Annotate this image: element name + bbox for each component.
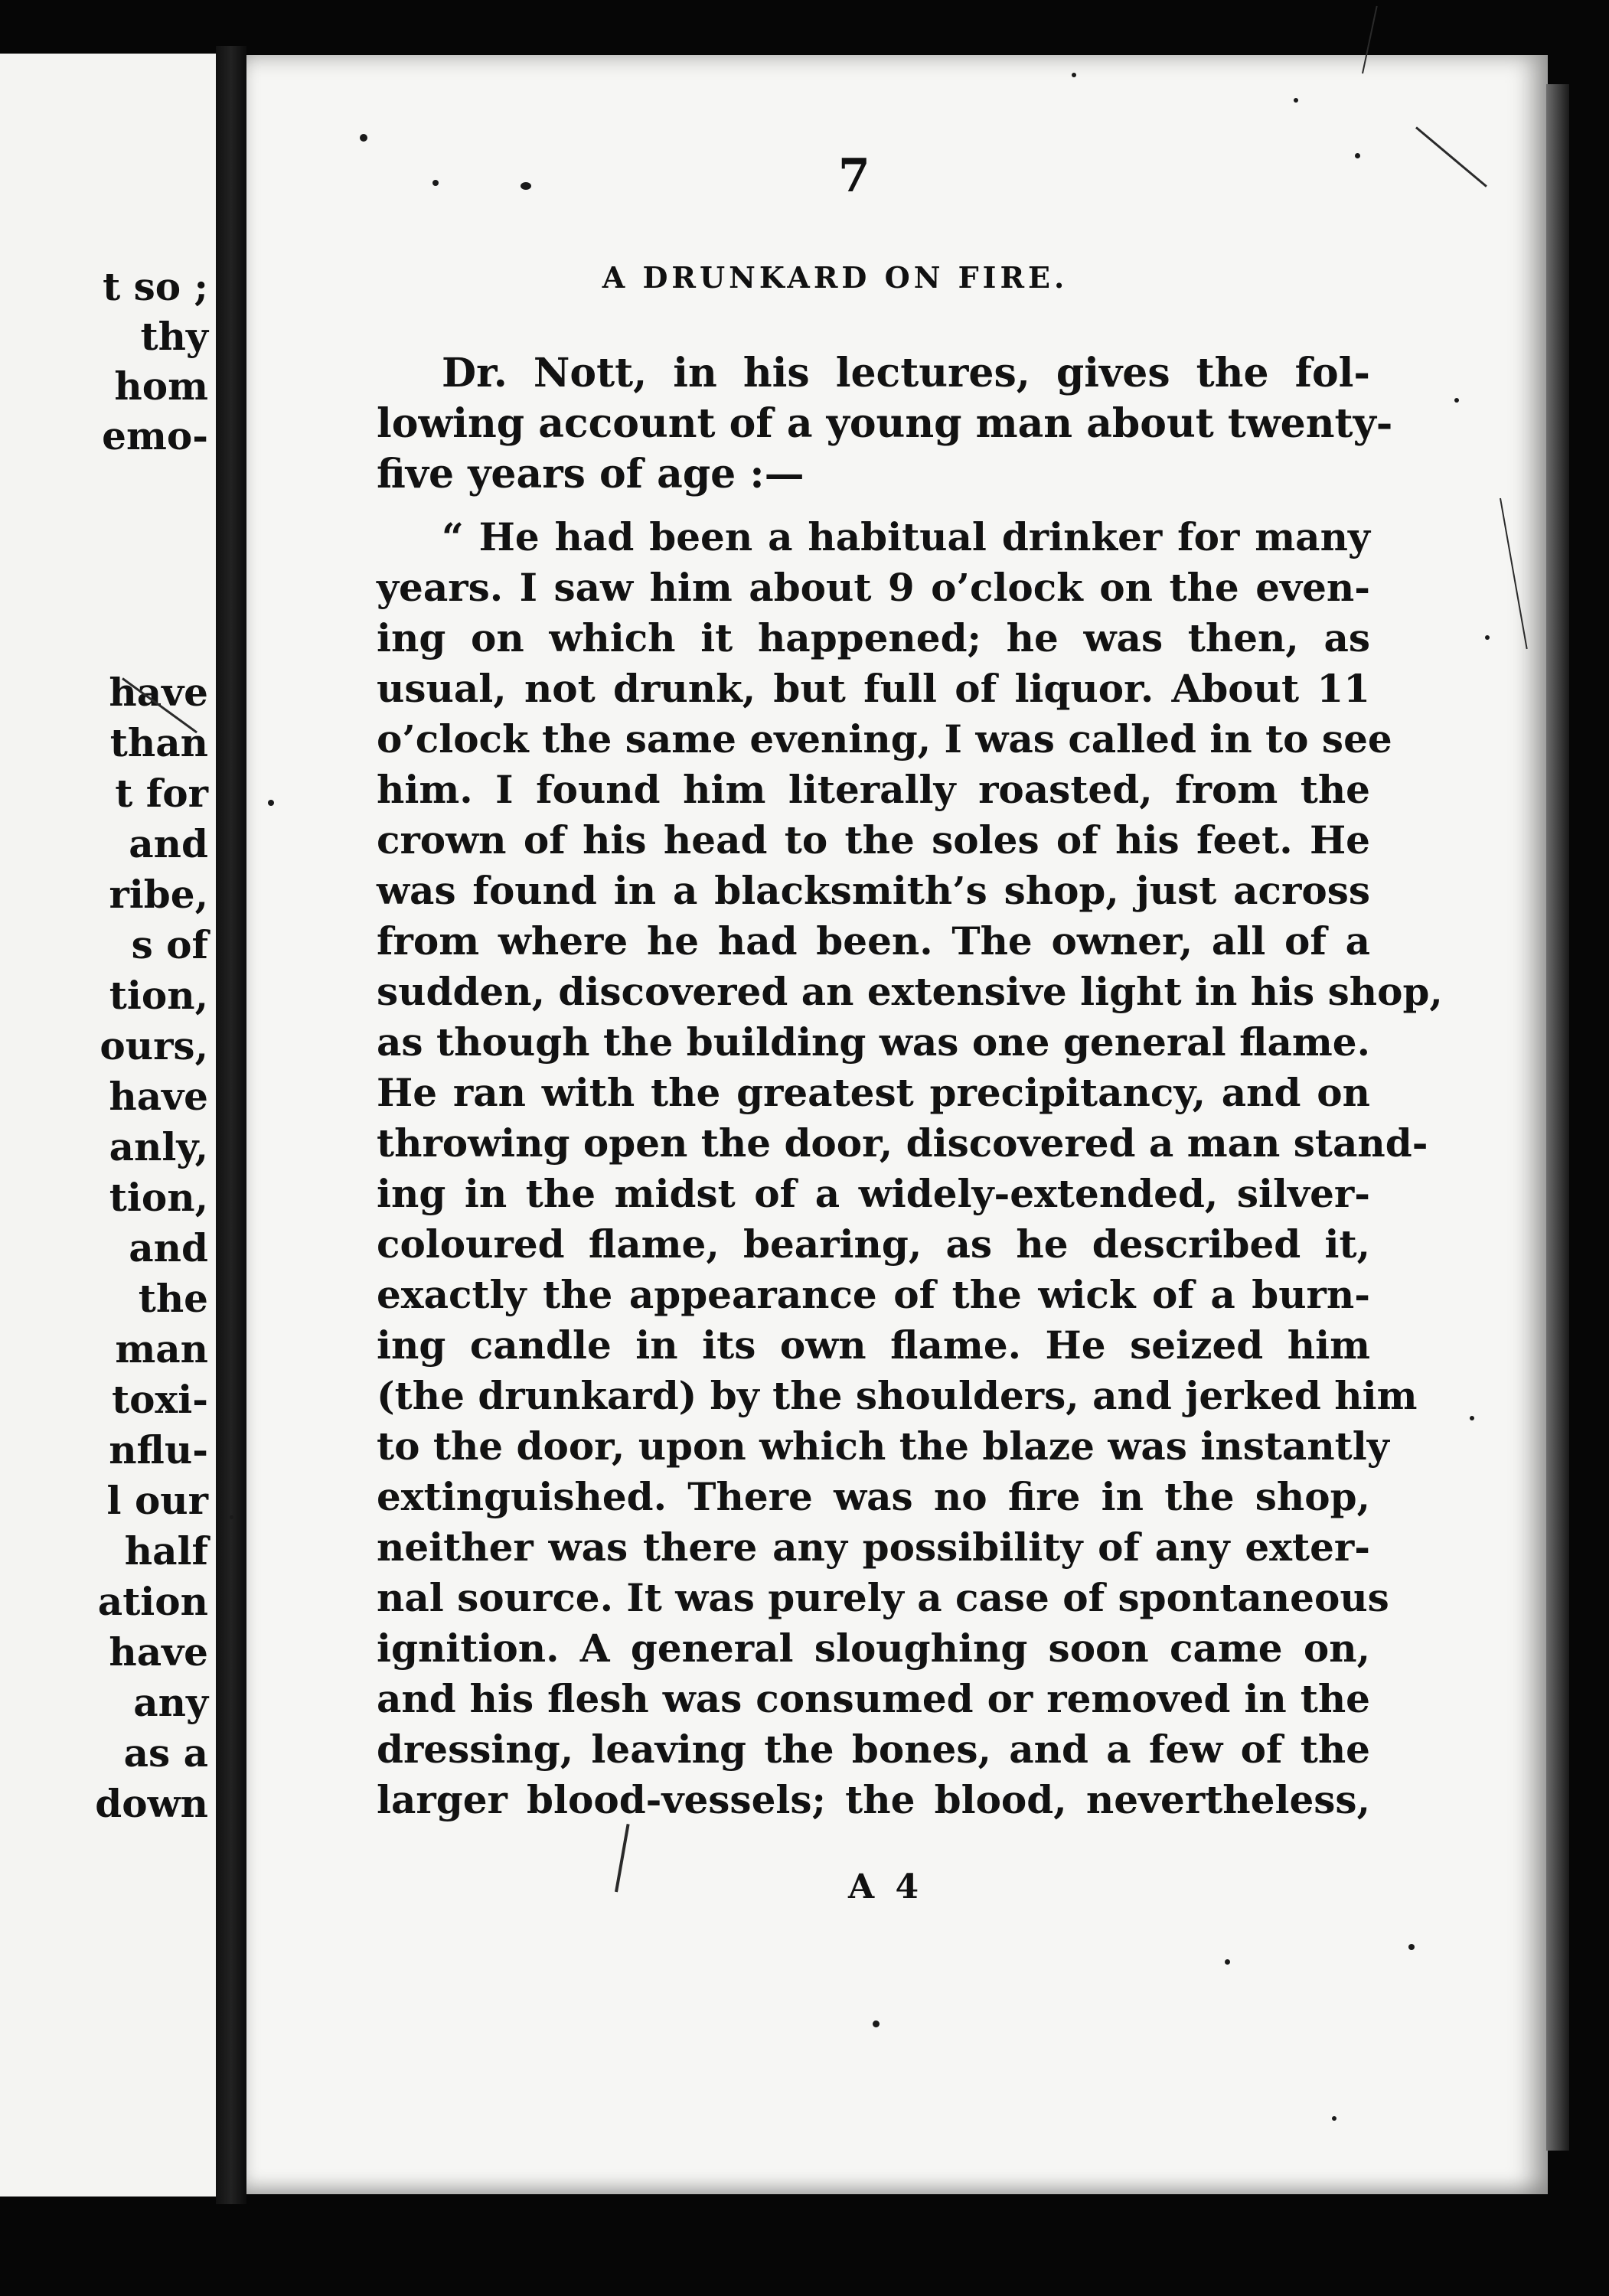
left-line: than [109, 720, 208, 765]
page-edge-shadow [1546, 84, 1569, 2151]
quote-line: ignition. A general sloughing soon came on, [377, 1626, 1370, 1671]
left-line: half [124, 1528, 208, 1574]
left-line: thy [140, 314, 208, 359]
left-line: anly, [109, 1124, 208, 1169]
quote-line: was found in a blacksmith’s shop, just across [377, 868, 1370, 913]
quote-line: coloured flame, bearing, as he described it, [377, 1221, 1370, 1267]
quote-line: neither was there any possibility of any exter- [377, 1525, 1370, 1570]
quote-line: larger blood-vessels; the blood, nevertheless, [377, 1777, 1370, 1822]
quote-line: crown of his head to the soles of his feet. He [377, 817, 1370, 863]
quote-line: as though the building was one general flame. [377, 1019, 1370, 1065]
left-line: man [115, 1326, 208, 1371]
page-title: A DRUNKARD ON FIRE. [602, 260, 1069, 295]
quote-line: nal source. It was purely a case of spontaneous [377, 1575, 1389, 1620]
left-line: hom [114, 364, 208, 409]
quote-line: usual, not drunk, but full of liquor. About 11 [377, 666, 1370, 711]
intro-line: five years of age :— [377, 451, 804, 497]
left-line: have [109, 1629, 208, 1675]
left-line: and [129, 821, 208, 866]
book-gutter [216, 46, 246, 2204]
quote-line: extinguished. There was no fire in the shop, [377, 1474, 1370, 1519]
quote-line: o’clock the same evening, I was called in to see [377, 716, 1392, 762]
quote-line: ing in the midst of a widely-extended, silver- [377, 1171, 1370, 1216]
left-line: s of [131, 922, 208, 967]
left-line: tion, [109, 973, 208, 1018]
left-line: l our [106, 1478, 208, 1523]
left-line: nflu- [109, 1427, 208, 1473]
left-line: t so ; [103, 264, 208, 309]
left-line: the [138, 1276, 208, 1321]
quote-line: exactly the appearance of the wick of a burn- [377, 1272, 1370, 1317]
left-line: t for [115, 771, 208, 816]
quote-line: ing on which it happened; he was then, as [377, 615, 1370, 660]
left-line: as a [123, 1730, 208, 1776]
left-line: have [109, 670, 208, 715]
quote-line: He ran with the greatest precipitancy, and on [377, 1070, 1370, 1115]
quote-line: sudden, discovered an extensive light in his shop, [377, 969, 1443, 1014]
quote-line: years. I saw him about 9 o’clock on the even- [377, 565, 1370, 610]
left-line: have [109, 1074, 208, 1119]
quote-line: ing candle in its own flame. He seized him [377, 1322, 1370, 1368]
body-text [377, 348, 1443, 1825]
quote-line: from where he had been. The owner, all of a [377, 918, 1370, 964]
page-number: 7 [838, 149, 870, 203]
quote-line: to the door, upon which the blaze was instantly [377, 1424, 1389, 1469]
quote-line: dressing, leaving the bones, and a few of the [377, 1727, 1370, 1772]
intro-line: lowing account of a young man about twenty- [377, 400, 1393, 447]
quote-line: “ He had been a habitual drinker for many [442, 514, 1370, 559]
left-line: emo- [102, 413, 208, 458]
signature-mark: A 4 [848, 1867, 924, 1906]
quote-line: throwing open the door, discovered a man stand- [377, 1120, 1428, 1166]
left-line: ours, [100, 1023, 208, 1068]
left-line: down [95, 1781, 208, 1826]
left-line: ation [97, 1579, 208, 1624]
left-line: tion, [109, 1175, 208, 1220]
left-line: toxi- [111, 1377, 208, 1422]
left-page-fragment [0, 54, 216, 2197]
intro-line: Dr. Nott, in his lectures, gives the fol- [442, 350, 1370, 396]
left-line: ribe, [109, 872, 208, 917]
left-line: and [129, 1225, 208, 1270]
quote-line: him. I found him literally roasted, from the [377, 767, 1370, 812]
left-line: any [133, 1680, 208, 1725]
quote-line: and his flesh was consumed or removed in the [377, 1676, 1370, 1721]
quote-line: (the drunkard) by the shoulders, and jerked him [377, 1373, 1418, 1418]
